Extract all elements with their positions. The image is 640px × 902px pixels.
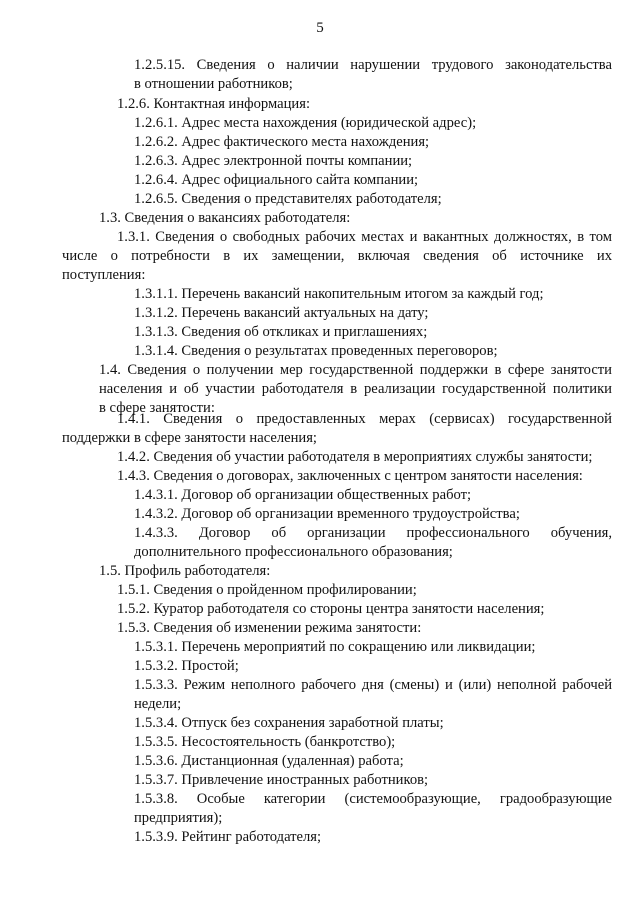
text-line: 1.3.1.2. Перечень вакансий актуальных на дату;	[134, 305, 429, 321]
text-line: 1.4. Сведения о получении мер государственной поддержки в сфере занятости	[99, 362, 612, 378]
text-line: дополнительного профессионального образования;	[134, 544, 453, 560]
text-line: недели;	[134, 696, 182, 712]
text-line: 1.2.6.5. Сведения о представителях работодателя;	[134, 191, 442, 207]
text-line: 1.5.1. Сведения о пройденном профилировании;	[117, 582, 417, 598]
text-line: 1.3.1.4. Сведения о результатах проведенных переговоров;	[134, 343, 498, 359]
text-line: 1.2.6.2. Адрес фактического места нахождения;	[134, 134, 430, 150]
text-line: 1.5.3.5. Несостоятельность (банкротство);	[134, 734, 396, 750]
text-line: 1.3.1.1. Перечень вакансий накопительным итогом за каждый год;	[134, 286, 544, 302]
text-line: 1.4.3.2. Договор об организации временного трудоустройства;	[134, 506, 520, 522]
text-line: поступления:	[62, 267, 146, 283]
text-line: 1.2.6.1. Адрес места нахождения (юридической адрес);	[134, 115, 477, 131]
text-line: 1.4.1. Сведения о предоставленных мерах (сервисах) государственной	[117, 411, 612, 427]
text-line: 1.2.6.4. Адрес официального сайта компании;	[134, 172, 419, 188]
text-line: 1.5. Профиль работодателя:	[99, 563, 271, 579]
text-line: 1.5.3.4. Отпуск без сохранения заработной платы;	[134, 715, 444, 731]
text-line: 1.2.5.15. Сведения о наличии нарушении трудового законодательства	[134, 57, 612, 73]
text-line: в отношении работников;	[134, 76, 293, 92]
text-line: 1.3. Сведения о вакансиях работодателя:	[99, 210, 351, 226]
text-line: 1.5.3.8. Особые категории (системообразующие, градообразующие	[134, 791, 612, 807]
text-line: населения и об участии работодателя в реализации государственной политики	[99, 381, 612, 397]
text-line: 1.4.3.3. Договор об организации профессионального обучения,	[134, 525, 612, 541]
text-line: 1.5.3.2. Простой;	[134, 658, 239, 674]
text-line: 1.5.3.9. Рейтинг работодателя;	[134, 829, 322, 845]
text-line: 1.5.3.7. Привлечение иностранных работников;	[134, 772, 429, 788]
page-number: 5	[316, 20, 324, 36]
text-line: предприятия);	[134, 810, 223, 826]
text-line: 1.4.3. Сведения о договорах, заключенных с центром занятости населения:	[117, 468, 583, 484]
text-line: в сфере занятости:	[99, 400, 215, 416]
text-line: 1.5.3.6. Дистанционная (удаленная) работа;	[134, 753, 404, 769]
text-line: 1.5.3. Сведения об изменении режима занятости:	[117, 620, 422, 636]
text-line: 1.4.3.1. Договор об организации общественных работ;	[134, 487, 472, 503]
text-line: 1.2.6. Контактная информация:	[117, 96, 311, 112]
text-line: 1.5.2. Куратор работодателя со стороны центра занятости населения;	[117, 601, 545, 617]
text-line: 1.3.1.3. Сведения об откликах и приглашениях;	[134, 324, 428, 340]
text-line: 1.5.3.3. Режим неполного рабочего дня (смены) и (или) неполной рабочей	[134, 677, 612, 693]
text-line: 1.3.1. Сведения о свободных рабочих местах и вакантных должностях, в том	[117, 229, 612, 245]
text-line: 1.5.3.1. Перечень мероприятий по сокращению или ликвидации;	[134, 639, 536, 655]
text-line: поддержки в сфере занятости населения;	[62, 430, 317, 446]
text-line: 1.4.2. Сведения об участии работодателя в мероприятиях службы занятости;	[117, 449, 593, 465]
text-line: числе о потребности в их замещении, включая сведения об источнике их	[62, 248, 612, 264]
text-line: 1.2.6.3. Адрес электронной почты компании;	[134, 153, 413, 169]
